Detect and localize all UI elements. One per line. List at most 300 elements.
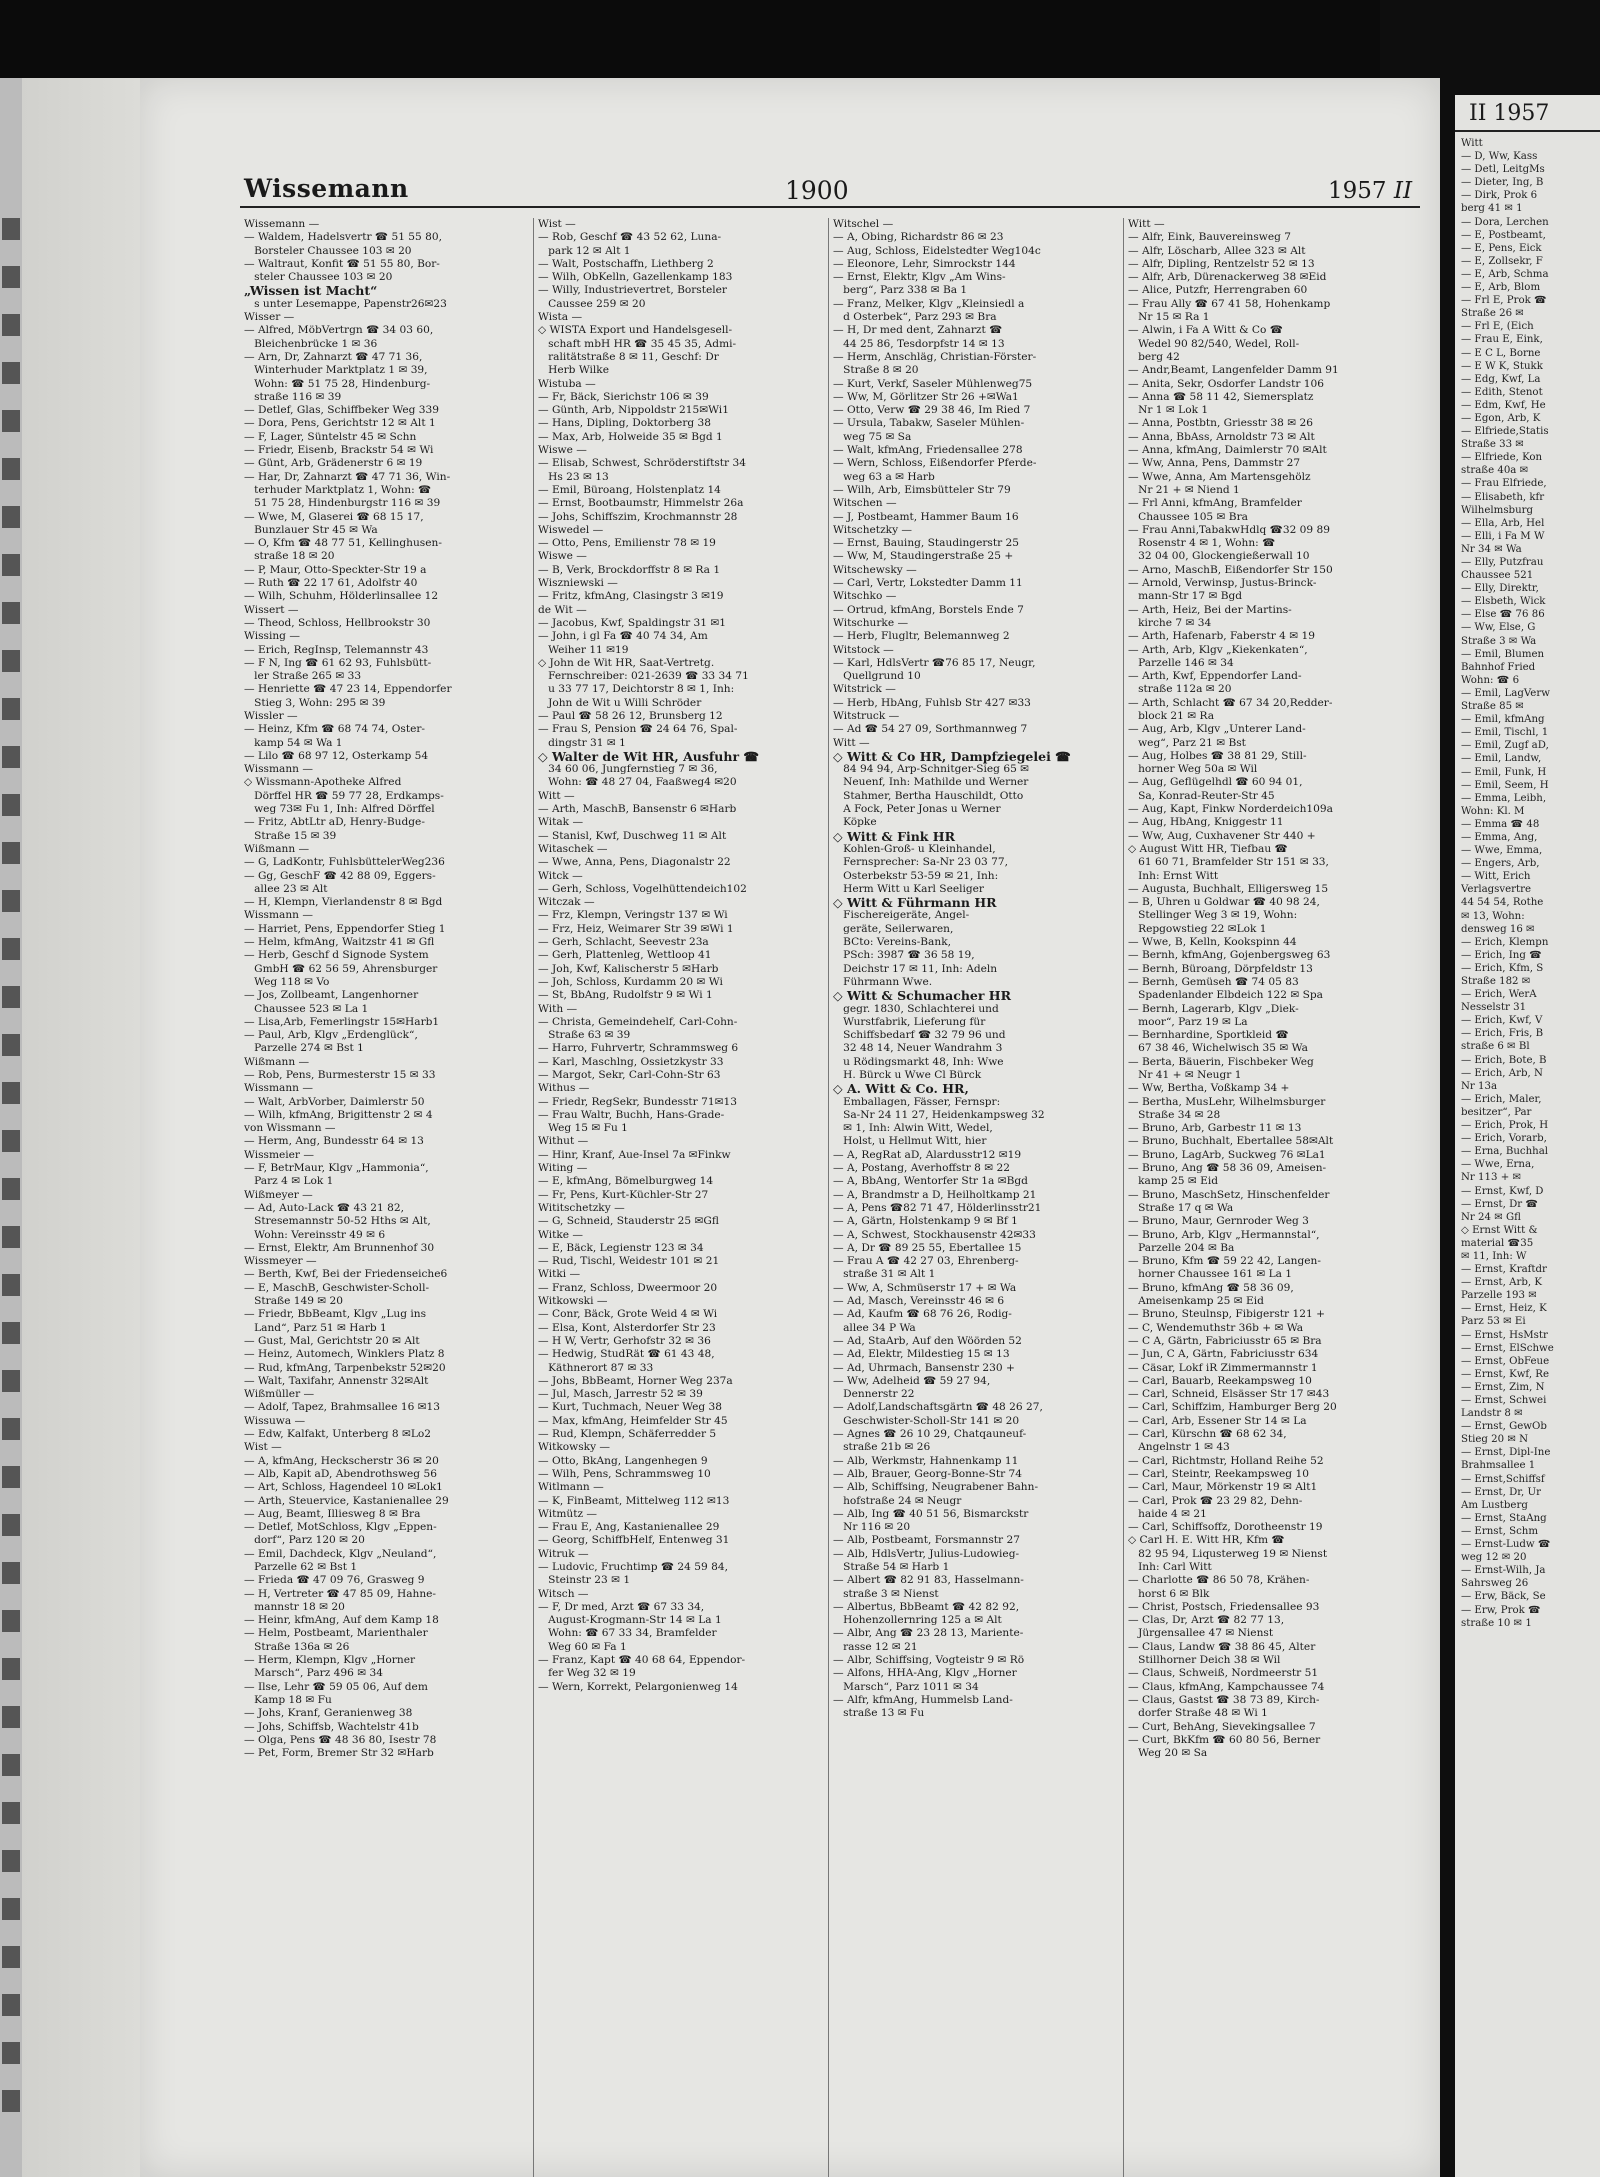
edge-mark <box>2 1466 20 1488</box>
directory-entry-line: — Andr,Beamt, Langenfelder Damm 91 <box>1128 364 1339 377</box>
directory-entry-line: Angelnstr 1 ✉ 43 <box>1128 1441 1230 1454</box>
next-page-entry-line: Sahrsweg 26 <box>1461 1578 1529 1590</box>
directory-entry-line: Stellinger Weg 3 ✉ 19, Wohn: <box>1128 909 1298 922</box>
edge-mark <box>2 1370 20 1392</box>
next-page-entry-line: — Ernst-Ludw ☎ <box>1461 1539 1551 1551</box>
directory-entry-line: — Emil, Büroang, Holstenplatz 14 <box>538 483 721 496</box>
directory-entry-line: von Wissmann — <box>244 1122 336 1135</box>
directory-entry-line: dorfer Straße 48 ✉ Wi 1 <box>1128 1707 1268 1720</box>
directory-entry-line: — Herm, Anschläg, Christian-Förster- <box>833 350 1037 363</box>
next-page-entry-line: straße 6 ✉ Bl <box>1461 1041 1530 1053</box>
next-page-entry-line: — Emil, Zugf aD, <box>1461 740 1549 752</box>
directory-entry-line: — Rud, Tischl, Weidestr 101 ✉ 21 <box>538 1255 720 1268</box>
directory-entry-line: — Arth, Arb, Klgv „Kiekenkaten“, <box>1128 643 1308 656</box>
directory-entry-line: — Pet, Form, Bremer Str 32 ✉Harb <box>244 1747 434 1760</box>
directory-entry-line: Fernsprecher: Sa-Nr 23 03 77, <box>833 856 1009 869</box>
directory-entry-line: — Bruno, Steulnsp, Fibigerstr 121 + <box>1128 1308 1325 1321</box>
directory-entry-line: — H, Klempn, Vierlandenstr 8 ✉ Bgd <box>244 896 443 909</box>
directory-entry-line: — Albertus, BbBeamt ☎ 42 82 92, <box>833 1600 1020 1613</box>
directory-entry-line: — Conr, Bäck, Grote Weid 4 ✉ Wi <box>538 1308 718 1321</box>
directory-entry-line: — P, Maur, Otto-Speckter-Str 19 a <box>244 563 427 576</box>
directory-entry-line: — Otto, Verw ☎ 29 38 46, Im Ried 7 <box>833 404 1031 417</box>
directory-entry-line: — Otto, BkAng, Langenhegen 9 <box>538 1454 708 1467</box>
directory-entry-line: Herb Wilke <box>538 364 609 377</box>
edge-mark <box>2 1994 20 2016</box>
directory-entry-line: — Ursula, Tabakw, Saseler Mühlen- <box>833 417 1025 430</box>
directory-entry-line: straße 3 ✉ Nienst <box>833 1587 939 1600</box>
directory-entry-line: kamp 25 ✉ Eid <box>1128 1175 1219 1188</box>
next-page-entry-line: straße 40a ✉ <box>1461 465 1529 477</box>
directory-entry-line: — Christa, Gemeindehelf, Carl-Cohn- <box>538 1015 738 1028</box>
directory-entry-line: Witkowsky — <box>538 1441 611 1454</box>
directory-entry-line: — Augusta, Buchhalt, Elligersweg 15 <box>1128 882 1329 895</box>
directory-entry-line: — A, Dr ☎ 89 25 55, Ebertallee 15 <box>833 1241 1022 1254</box>
directory-entry-line: Wohn: ☎ 67 33 34, Bramfelder <box>538 1627 717 1640</box>
directory-entry-line: d Osterbek“, Parz 293 ✉ Bra <box>833 311 997 324</box>
next-page-entry-line: Parz 53 ✉ Ei <box>1461 1316 1526 1328</box>
directory-entry-line: — Frz, Klempn, Veringstr 137 ✉ Wi <box>538 909 728 922</box>
directory-entry-line: — Gerh, Schlacht, Seevestr 23a <box>538 936 709 949</box>
directory-entry-line: straße 18 ✉ 20 <box>244 550 335 563</box>
directory-entry-line: — Wilh, Pens, Schrammsweg 10 <box>538 1467 711 1480</box>
directory-entry-line: mann-Str 17 ✉ Bgd <box>1128 590 1243 603</box>
next-page-entry-line: — Emma ☎ 48 <box>1461 818 1540 830</box>
directory-entry-line: — Carl, Steintr, Reekampsweg 10 <box>1128 1467 1309 1480</box>
directory-entry-line: — Carl, Schiffsoffz, Dorotheenstr 19 <box>1128 1521 1323 1534</box>
directory-entry-line: — Rud, Klempn, Schäferredder 5 <box>538 1428 717 1441</box>
next-page-entry-line: — Emil, kfmAng <box>1461 714 1545 726</box>
directory-entry-line: Quellgrund 10 <box>833 670 921 683</box>
next-page-entry-line: — Elfriede, Kon <box>1461 452 1543 464</box>
directory-entry-line: mannstr 18 ✉ 20 <box>244 1600 345 1613</box>
directory-entry-line: weg 75 ✉ Sa <box>833 430 912 443</box>
directory-entry-line: GmbH ☎ 62 56 59, Ahrensburger <box>244 962 438 975</box>
directory-entry-line: — Alfr, Eink, Bauvereinsweg 7 <box>1128 231 1292 244</box>
directory-entry-line: — Albert ☎ 82 91 83, Hasselmann- <box>833 1574 1024 1587</box>
directory-entry-line: — Carl, Schiffzim, Hamburger Berg 20 <box>1128 1401 1337 1414</box>
directory-entry-line: 34 60 06, Jungfernstieg 7 ✉ 36, <box>538 763 718 776</box>
next-page-entry-line: — Ernst, ObFeue <box>1461 1355 1550 1367</box>
next-page-entry-line: — Erich, Klempn <box>1461 936 1549 948</box>
directory-entry-line: — Günth, Arb, Nippoldstr 215✉Wi1 <box>538 404 729 417</box>
directory-entry-line: — Carl, Kürschn ☎ 68 62 34, <box>1128 1428 1287 1441</box>
directory-entry-line: Köpke <box>833 816 877 829</box>
edge-mark <box>2 1706 20 1728</box>
directory-entry-line: — G, LadKontr, FuhlsbüttelerWeg236 <box>244 856 445 869</box>
directory-entry-line: — Ww, Bertha, Voßkamp 34 + <box>1128 1082 1290 1095</box>
next-page-entry-line: — Frau Elfriede, <box>1461 478 1547 490</box>
directory-entry-line: Wissing — <box>244 630 300 643</box>
directory-entry-line: Withut — <box>538 1135 589 1148</box>
next-page-rule <box>1455 130 1600 132</box>
directory-entry-line: u 33 77 17, Deichtorstr 8 ✉ 1, Inh: <box>538 683 735 696</box>
next-page-column <box>1461 137 1600 1630</box>
directory-entry-line: Ameisenkamp 25 ✉ Eid <box>1128 1295 1264 1308</box>
column-divider <box>1123 218 1124 2177</box>
next-page-header: II 1957 <box>1469 101 1550 126</box>
directory-entry-line: — Jos, Zollbeamt, Langenhorner <box>244 989 419 1002</box>
directory-entry-line: A Fock, Peter Jonas u Werner <box>833 803 1001 816</box>
directory-entry-line: — Aug, Geflügelhdl ☎ 60 94 01, <box>1128 776 1303 789</box>
directory-entry-line: — Ww, Adelheid ☎ 59 27 94, <box>833 1374 991 1387</box>
directory-entry-line: Straße 149 ✉ 20 <box>244 1295 344 1308</box>
directory-entry-line: Weg 60 ✉ Fa 1 <box>538 1640 627 1653</box>
edge-mark <box>2 1754 20 1776</box>
directory-entry-line: Wißmann — <box>244 842 310 855</box>
directory-entry-line: Nr 116 ✉ 20 <box>833 1521 911 1534</box>
directory-entry-line: — Alb, Brauer, Georg-Bonne-Str 74 <box>833 1467 1023 1480</box>
directory-entry-line: — Anita, Sekr, Osdorfer Landstr 106 <box>1128 377 1324 390</box>
next-page-entry-line: Stieg 20 ✉ N <box>1461 1434 1529 1446</box>
directory-entry-line: — Fritz, AbtLtr aD, Henry-Budge- <box>244 816 425 829</box>
next-page-entry-line: — Ernst, StaAng <box>1461 1512 1547 1524</box>
directory-entry-line: — Hedwig, StudRät ☎ 61 43 48, <box>538 1348 715 1361</box>
next-page-entry-line: besitzer“, Par <box>1461 1106 1532 1118</box>
directory-entry-line: Stillhorner Deich 38 ✉ Wil <box>1128 1654 1281 1667</box>
directory-entry-line: — Aug, Kapt, Finkw Norderdeich109a <box>1128 803 1333 816</box>
directory-entry-line: — Gust, Mal, Gerichtstr 20 ✉ Alt <box>244 1334 420 1347</box>
next-page-entry-line: Nr 34 ✉ Wa <box>1461 543 1522 555</box>
directory-entry-line: — Ad, StaArb, Auf den Wöörden 52 <box>833 1334 1022 1347</box>
next-page-entry-line: — Witt, Erich <box>1461 871 1531 883</box>
column-divider <box>533 218 534 2177</box>
next-page-entry-line: weg 12 ✉ 20 <box>1461 1552 1527 1564</box>
directory-entry-line: Dennerstr 22 <box>833 1388 915 1401</box>
edge-mark <box>2 890 20 912</box>
edge-mark <box>2 1802 20 1824</box>
directory-entry-line: Witck — <box>538 869 583 882</box>
next-page-entry-line: — Erich, WerA <box>1461 989 1537 1001</box>
directory-entry-line: Nr 15 ✉ Ra 1 <box>1128 311 1210 324</box>
directory-entry-line: Rosenstr 4 ✉ 1, Wohn: ☎ <box>1128 537 1276 550</box>
edge-mark <box>2 1610 20 1632</box>
directory-entry-line: — Carl, Vertr, Lokstedter Damm 11 <box>833 577 1023 590</box>
directory-entry-line: — Paul ☎ 58 26 12, Brunsberg 12 <box>538 709 723 722</box>
directory-entry-line: — Ad, Elektr, Mildestieg 15 ✉ 13 <box>833 1348 1010 1361</box>
directory-entry-line: ◇ WISTA Export und Handelsgesell- <box>538 324 733 337</box>
next-page-entry-line: — Erich, Arb, N <box>1461 1067 1543 1079</box>
directory-entry-line: Inh: Carl Witt <box>1128 1560 1212 1573</box>
edge-mark <box>2 842 20 864</box>
directory-entry-line: — Anna ☎ 58 11 42, Siemersplatz <box>1128 390 1314 403</box>
directory-entry-line: Nr 21 + ✉ Niend 1 <box>1128 483 1240 496</box>
next-page-entry-line: — Erich, Kwf, V <box>1461 1015 1543 1027</box>
next-page-entry-line: Verlagsvertre <box>1461 884 1532 896</box>
directory-entry-line: Wist — <box>244 1441 282 1454</box>
directory-entry-line: Withus — <box>538 1082 590 1095</box>
next-page-entry-line: — Else ☎ 76 86 <box>1461 609 1545 621</box>
next-page-entry-line: — Engers, Arb, <box>1461 858 1540 870</box>
next-page-entry-line: straße 10 ✉ 1 <box>1461 1617 1532 1629</box>
directory-entry-line: s unter Lesemappe, Papenstr26✉23 <box>244 297 447 310</box>
directory-entry-line: — Herm, Ang, Bundesstr 64 ✉ 13 <box>244 1135 424 1148</box>
next-page-entry-line: ◇ Ernst Witt & <box>1461 1224 1538 1236</box>
directory-entry-line: — Arn, Dr, Zahnarzt ☎ 47 71 36, <box>244 350 423 363</box>
directory-entry-line: — Frz, Heiz, Weimarer Str 39 ✉Wi 1 <box>538 922 734 935</box>
directory-entry-line: — A, BbAng, Wentorfer Str 1a ✉Bgd <box>833 1175 1028 1188</box>
edge-mark <box>2 1274 20 1296</box>
next-page-entry-line: — E C L, Borne <box>1461 347 1541 359</box>
directory-entry-line: August-Krogmann-Str 14 ✉ La 1 <box>538 1614 722 1627</box>
directory-entry-line: geräte, Seilerwaren, <box>833 922 954 935</box>
directory-entry-line: Wissmann — <box>244 1082 313 1095</box>
directory-entry-line: Herm Witt u Karl Seeliger <box>833 882 984 895</box>
directory-entry-line: — A, Obing, Richardstr 86 ✉ 23 <box>833 231 1004 244</box>
book-top-edge <box>0 0 1600 78</box>
next-page-entry-line: — Ww, Else, G <box>1461 622 1536 634</box>
directory-entry-line: — Christ, Postsch, Friedensallee 93 <box>1128 1600 1320 1613</box>
directory-entry-line: — Fritz, kfmAng, Clasingstr 3 ✉19 <box>538 590 724 603</box>
next-page-entry-line: — Ernst, Kwf, Re <box>1461 1368 1550 1380</box>
edge-mark <box>2 602 20 624</box>
directory-entry-line: Käthnerort 87 ✉ 33 <box>538 1361 654 1374</box>
directory-entry-line: — Bertha, MusLehr, Wilhelmsburger <box>1128 1095 1326 1108</box>
edge-mark <box>2 746 20 768</box>
column-3 <box>833 218 1118 2168</box>
directory-entry-line: — H W, Vertr, Gerhofstr 32 ✉ 36 <box>538 1334 711 1347</box>
directory-entry-line: — Harriet, Pens, Eppendorfer Stieg 1 <box>244 922 446 935</box>
directory-entry-line: — Gg, GeschF ☎ 42 88 09, Eggers- <box>244 869 436 882</box>
directory-entry-line: Wedel 90 82/540, Wedel, Roll- <box>1128 337 1300 350</box>
directory-entry-line: Witstock — <box>833 643 894 656</box>
directory-entry-line: — Agnes ☎ 26 10 29, Chatqauneuf- <box>833 1428 1027 1441</box>
directory-entry-line: — Herb, HbAng, Fuhlsb Str 427 ✉33 <box>833 696 1031 709</box>
directory-entry-line: — Arth, Kwf, Eppendorfer Land- <box>1128 670 1302 683</box>
directory-entry-line: — Ww, Anna, Pens, Dammstr 27 <box>1128 457 1301 470</box>
directory-entry-line: — B, Verk, Brockdorffstr 8 ✉ Ra 1 <box>538 563 721 576</box>
directory-entry-line: — Carl, Maur, Mörkenstr 19 ✉ Alt1 <box>1128 1481 1318 1494</box>
directory-entry-line: — A, Postang, Averhoffstr 8 ✉ 22 <box>833 1162 1010 1175</box>
edge-mark <box>2 506 20 528</box>
directory-entry-line: ◇ Witt & Co HR, Dampfziegelei ☎ <box>833 748 1071 764</box>
next-page-entry-line: — Frau E, Eink, <box>1461 334 1543 346</box>
edge-mark <box>2 458 20 480</box>
directory-entry-line: ◇ A. Witt & Co. HR, <box>833 1081 969 1097</box>
directory-entry-line: — Herb, Geschf d Signode System <box>244 949 429 962</box>
next-page-entry-line: — Erich, Fris, B <box>1461 1028 1544 1040</box>
directory-entry-line: — Alb, HdlsVertr, Julius-Ludowieg- <box>833 1547 1020 1560</box>
directory-entry-line: 84 94 94, Arp-Schnitger-Sieg 65 ✉ <box>833 763 1030 776</box>
column-1 <box>244 218 529 2168</box>
directory-entry-line: — Bernh, kfmAng, Gojenbergsweg 63 <box>1128 949 1331 962</box>
directory-entry-line: — Anna, kfmAng, Daimlerstr 70 ✉Alt <box>1128 444 1327 457</box>
directory-entry-line: — H, Dr med dent, Zahnarzt ☎ <box>833 324 1003 337</box>
directory-entry-line: — Georg, SchiffbHelf, Entenweg 31 <box>538 1534 730 1547</box>
next-page-entry-line: — Ella, Arb, Hel <box>1461 517 1545 529</box>
directory-entry-line: Wista — <box>538 311 583 324</box>
directory-entry-line: — Wilh, Schuhm, Hölderlinsallee 12 <box>244 590 439 603</box>
next-page-entry-line: Witt <box>1461 138 1483 149</box>
directory-entry-line: — Edw, Kalfakt, Unterberg 8 ✉Lo2 <box>244 1428 432 1441</box>
directory-entry-line: Witstruck — <box>833 709 900 722</box>
edge-mark <box>2 1946 20 1968</box>
next-page-entry-line: Straße 85 ✉ <box>1461 701 1524 713</box>
directory-entry-line: — Waltraut, Konfit ☎ 51 55 80, Bor- <box>244 257 440 270</box>
directory-entry-line: Straße 63 ✉ 39 <box>538 1029 631 1042</box>
directory-entry-line: Parz 4 ✉ Lok 1 <box>244 1175 334 1188</box>
directory-entry-line: Witschewsky — <box>833 563 917 576</box>
next-page-entry-line: — Erich, Maler, <box>1461 1093 1542 1105</box>
directory-entry-line: haide 4 ✉ 21 <box>1128 1507 1207 1520</box>
directory-entry-line: — Rob, Geschf ☎ 43 52 62, Luna- <box>538 231 722 244</box>
directory-entry-line: — Rud, kfmAng, Tarpenbekstr 52✉20 <box>244 1361 446 1374</box>
next-page-entry-line: — Emil, Landw, <box>1461 753 1542 765</box>
directory-entry-line: Wisser — <box>244 311 295 324</box>
directory-entry-line: kamp 54 ✉ Wa 1 <box>244 736 343 749</box>
directory-entry-line: — Lisa,Arb, Femerlingstr 15✉Harb1 <box>244 1015 440 1028</box>
next-page-entry-line: material ☎35 <box>1461 1237 1534 1249</box>
directory-entry-line: — Walt, Postschaffn, Liethberg 2 <box>538 257 714 270</box>
directory-entry-line: — Har, Dr, Zahnarzt ☎ 47 71 36, Win- <box>244 470 451 483</box>
next-page-entry-line: — Erich, Kfm, S <box>1461 962 1544 974</box>
directory-entry-line: — John, i gl Fa ☎ 40 74 34, Am <box>538 630 708 643</box>
directory-entry-line: — Johs, Schiffszim, Krochmannstr 28 <box>538 510 738 523</box>
directory-entry-line: — Frau S, Pension ☎ 24 64 76, Spal- <box>538 723 738 736</box>
directory-entry-line: — Art, Schloss, Hagendeel 10 ✉Lok1 <box>244 1481 443 1494</box>
directory-entry-line: ◇ Witt & Führmann HR <box>833 895 997 911</box>
directory-entry-line: — Johs, Schiffsb, Wachtelstr 41b <box>244 1720 419 1733</box>
directory-entry-line: Wohn: ☎ 51 75 28, Hindenburg- <box>244 377 431 390</box>
directory-entry-line: Straße 8 ✉ 20 <box>833 364 919 377</box>
edge-mark <box>2 1226 20 1248</box>
directory-entry-line: Wissler — <box>244 709 298 722</box>
next-page-entry-line: — Frl E, Prok ☎ <box>1461 295 1547 307</box>
directory-entry-line: Winterhuder Marktplatz 1 ✉ 39, <box>244 364 428 377</box>
directory-entry-line: — B, Uhren u Goldwar ☎ 40 98 24, <box>1128 896 1320 909</box>
directory-entry-line: — Henriette ☎ 47 23 14, Eppendorfer <box>244 683 452 696</box>
next-page-entry-line: — E, Arb, Blom <box>1461 282 1541 294</box>
directory-entry-line: Witt — <box>833 736 870 749</box>
directory-entry-line: — A, Pens ☎82 71 47, Hölderlinsstr21 <box>833 1201 1042 1214</box>
year-label <box>1328 178 1412 204</box>
next-page-entry-line: 44 54 54, Rothe <box>1461 897 1544 909</box>
next-page-entry-line: — Edg, Kwf, La <box>1461 373 1541 385</box>
next-page-entry-line: Nr 13a <box>1461 1080 1498 1092</box>
directory-entry-line: — H, Vertreter ☎ 47 85 09, Hahne- <box>244 1587 437 1600</box>
directory-entry-line: Jürgensallee 47 ✉ Nienst <box>1128 1627 1274 1640</box>
directory-entry-line: — Aug, Beamt, Illiesweg 8 ✉ Bra <box>244 1507 421 1520</box>
directory-entry-line: — Alfred, MöbVertrgn ☎ 34 03 60, <box>244 324 434 337</box>
directory-entry-line: — Bernh, Büroang, Dörpfeldstr 13 <box>1128 962 1313 975</box>
directory-entry-line: Spadenlander Elbdeich 122 ✉ Spa <box>1128 989 1323 1002</box>
next-page-entry-line: Brahmsallee 1 <box>1461 1460 1536 1472</box>
directory-entry-line: Land“, Parz 51 ✉ Harb 1 <box>244 1321 387 1334</box>
directory-entry-line: Wissmeier — <box>244 1148 314 1161</box>
next-page-entry-line: ✉ 11, Inh: W <box>1461 1250 1527 1262</box>
next-page-entry-line: — Emil, LagVerw <box>1461 687 1550 699</box>
directory-entry-line: 32 04 00, Glockengießerwall 10 <box>1128 550 1310 563</box>
directory-entry-line: — Albr, Ang ☎ 23 28 13, Mariente- <box>833 1627 1024 1640</box>
directory-entry-line: — Arnold, Verwinsp, Justus-Brinck- <box>1128 577 1317 590</box>
directory-entry-line: — Frau A ☎ 42 27 03, Ehrenberg- <box>833 1255 1019 1268</box>
directory-entry-line: 67 38 46, Wichelwisch 35 ✉ Wa <box>1128 1042 1308 1055</box>
directory-entry-line: — Frieda ☎ 47 09 76, Grasweg 9 <box>244 1574 425 1587</box>
next-page-entry-line: — Emil, Seem, H <box>1461 779 1549 791</box>
directory-entry-line: — Ww, Aug, Cuxhavener Str 440 + <box>1128 829 1316 842</box>
directory-entry-line: — Alb, Kapit aD, Abendrothsweg 56 <box>244 1467 437 1480</box>
directory-entry-line: — Elsa, Kont, Alsterdorfer Str 23 <box>538 1321 716 1334</box>
directory-entry-line: — Waldem, Hadelsvertr ☎ 51 55 80, <box>244 231 443 244</box>
directory-entry-line: Wohn: Vereinsstr 49 ✉ 6 <box>244 1228 386 1241</box>
next-page-entry-line: — Erich, Bote, B <box>1461 1054 1547 1066</box>
directory-entry-line: — Detlef, MotSchloss, Klgv „Eppen- <box>244 1521 437 1534</box>
next-page-entry-line: — Ernst, Dipl-Ine <box>1461 1447 1551 1459</box>
directory-entry-line: — Aug, Arb, Klgv „Unterer Land- <box>1128 723 1306 736</box>
next-page-entry-line: — Ernst, HsMstr <box>1461 1329 1548 1341</box>
directory-entry-line: straße 112a ✉ 20 <box>1128 683 1232 696</box>
directory-entry-line: — Carl, Prok ☎ 23 29 82, Dehn- <box>1128 1494 1303 1507</box>
directory-entry-line: straße 13 ✉ Fu <box>833 1707 925 1720</box>
directory-entry-line: — A, Schwest, Stockhausenstr 42✉33 <box>833 1228 1036 1241</box>
year-value: 1957 <box>1328 178 1387 204</box>
edge-mark <box>2 2042 20 2064</box>
edge-mark <box>2 1514 20 1536</box>
directory-entry-line: Chaussee 523 ✉ La 1 <box>244 1002 369 1015</box>
next-page-entry-line: — Elisabeth, kfr <box>1461 491 1545 503</box>
directory-entry-line: 44 25 86, Tesdorpfstr 14 ✉ 13 <box>833 337 1005 350</box>
next-page-entry-line: — Elly, Direktr, <box>1461 583 1539 595</box>
next-page-entry-line: — Ernst, Kwf, D <box>1461 1185 1544 1197</box>
directory-entry-line: „Wissen ist Macht“ <box>244 283 378 299</box>
directory-entry-line: gegr. 1830, Schlachterei und <box>833 1002 999 1015</box>
directory-entry-line: Nr 1 ✉ Lok 1 <box>1128 404 1209 417</box>
directory-entry-line: Sa, Konrad-Reuter-Str 45 <box>1128 789 1275 802</box>
directory-entry-line: hofstraße 24 ✉ Neugr <box>833 1494 962 1507</box>
next-page-entry-line: — E, Postbeamt, <box>1461 229 1546 241</box>
directory-entry-line: — Heinz, Automech, Winklers Platz 8 <box>244 1348 445 1361</box>
directory-entry-line: — Wwe, M, Glaserei ☎ 68 15 17, <box>244 510 424 523</box>
next-page-entry-line: — Wwe, Erna, <box>1461 1159 1535 1171</box>
directory-entry-line: Wist — <box>538 218 576 230</box>
directory-entry-line: — Alfr, Arb, Dürenackerweg 38 ✉Eid <box>1128 271 1327 284</box>
directory-entry-line: — Alb, Ing ☎ 40 51 56, Bismarckstr <box>833 1507 1029 1520</box>
edge-mark <box>2 1034 20 1056</box>
directory-entry-line: straße 21b ✉ 26 <box>833 1441 931 1454</box>
directory-entry-line: Inh: Ernst Witt <box>1128 869 1219 882</box>
directory-entry-line: horner Chaussee 161 ✉ La 1 <box>1128 1268 1293 1281</box>
directory-entry-line: — Frl Anni, kfmAng, Bramfelder <box>1128 497 1302 510</box>
directory-entry-line: ler Straße 265 ✉ 33 <box>244 670 362 683</box>
directory-entry-line: — O, Kfm ☎ 48 77 51, Kellinghusen- <box>244 537 442 550</box>
directory-entry-line: — Ernst, Elektr, Am Brunnenhof 30 <box>244 1241 435 1254</box>
directory-entry-line: Wiswe — <box>538 550 587 563</box>
directory-entry-line: block 21 ✉ Ra <box>1128 709 1215 722</box>
next-page-entry-line: — Frl E, (Eich <box>1461 321 1534 333</box>
directory-entry-line: — A, RegRat aD, Alardusstr12 ✉19 <box>833 1148 1022 1161</box>
directory-entry-line: — Walt, kfmAng, Friedensallee 278 <box>833 444 1023 457</box>
directory-entry-line: Witaschek — <box>538 842 608 855</box>
edge-mark <box>2 1322 20 1344</box>
directory-entry-line: Neuenf, Inh: Mathilde und Werner <box>833 776 1029 789</box>
directory-entry-line: Wißmann — <box>244 1055 310 1068</box>
directory-entry-line: — A, Gärtn, Holstenkamp 9 ✉ Bf 1 <box>833 1215 1018 1228</box>
directory-entry-line: Chaussee 105 ✉ Bra <box>1128 510 1248 523</box>
directory-entry-line: — Wwe, B, Kelln, Kookspinn 44 <box>1128 936 1297 949</box>
next-page-entry-line: — Detl, LeitgMs <box>1461 164 1545 176</box>
next-page-entry-line: densweg 16 ✉ <box>1461 923 1535 935</box>
directory-entry-line: — Arth, Schlacht ☎ 67 34 20,Redder- <box>1128 696 1333 709</box>
directory-entry-line: terhuder Marktplatz 1, Wohn: ☎ <box>244 483 432 496</box>
directory-entry-line: — Adolf, Tapez, Brahmsallee 16 ✉13 <box>244 1401 441 1414</box>
directory-entry-line: park 12 ✉ Alt 1 <box>538 244 631 257</box>
directory-entry-line: — Erich, RegInsp, Telemannstr 43 <box>244 643 429 656</box>
next-page-entry-line: — Erich, Vorarb, <box>1461 1133 1547 1145</box>
directory-entry-line: — Paul, Arb, Klgv „Erdenglück“, <box>244 1029 418 1042</box>
directory-entry-line: dorf“, Parz 120 ✉ 20 <box>244 1534 365 1547</box>
next-page-fragment <box>1455 95 1600 2177</box>
directory-entry-line: allee 23 ✉ Alt <box>244 882 328 895</box>
edge-mark <box>2 314 20 336</box>
